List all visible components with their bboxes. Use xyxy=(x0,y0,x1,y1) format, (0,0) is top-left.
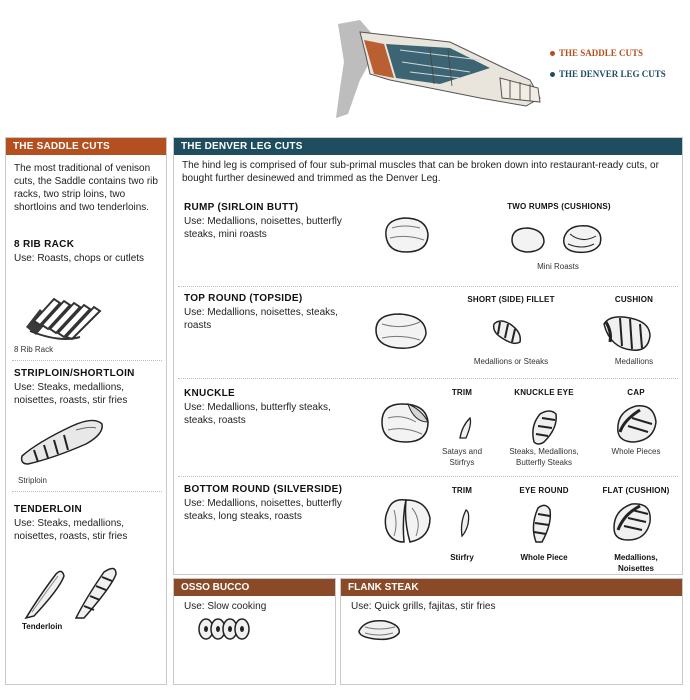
top-round-title: TOP ROUND (TOPSIDE) xyxy=(184,293,303,304)
denver-divider-2 xyxy=(178,378,678,379)
knuckle-trim-caption: Satays and Stirfrys xyxy=(441,447,483,467)
top-round-use: Use: Medallions, noisettes, steaks, roasts xyxy=(184,307,338,331)
two-rumps-icon xyxy=(508,222,608,258)
flank-steak-icon xyxy=(355,617,403,643)
leg-diagram xyxy=(330,18,550,124)
legend-denver xyxy=(550,69,666,79)
tenderloin-use: Use: Steaks, medallions, noisettes, roasts, stir fries xyxy=(14,518,128,542)
flat-icon xyxy=(610,500,654,542)
flat-title: FLAT (CUSHION) xyxy=(602,486,670,495)
knuckle-eye-title: KNUCKLE EYE xyxy=(514,388,574,397)
knuckle-trim-title: TRIM xyxy=(451,388,473,397)
eye-round-icon xyxy=(526,502,556,544)
two-rumps-title: TWO RUMPS (CUSHIONS) xyxy=(507,202,611,211)
cushion-caption: Medallions xyxy=(614,357,654,366)
legend-saddle xyxy=(550,48,643,58)
rump-title: RUMP (SIRLOIN BUTT) xyxy=(184,202,299,213)
denver-divider-3 xyxy=(178,476,678,477)
knuckle-eye-icon xyxy=(526,406,562,446)
knuckle-icon xyxy=(378,400,432,446)
knuckle-title: KNUCKLE xyxy=(184,388,235,399)
tenderloin-title: TENDERLOIN xyxy=(14,504,82,515)
bottom-trim-icon xyxy=(456,508,474,538)
tenderloin-caption: Tenderloin xyxy=(22,622,63,631)
flank-header: FLANK STEAK xyxy=(341,579,682,596)
knuckle-use: Use: Medallions, butterfly steaks, steaks, roasts xyxy=(184,402,331,426)
saddle-header: THE SADDLE CUTS xyxy=(6,138,166,155)
cap-title: CAP xyxy=(627,388,645,397)
denver-dot-icon xyxy=(550,72,555,77)
osso-bucco-icon xyxy=(196,615,252,643)
flank-use: Use: Quick grills, fajitas, stir fries xyxy=(351,601,496,612)
saddle-divider-1 xyxy=(12,360,162,361)
flat-caption: Medallions, Noisettes xyxy=(614,553,658,573)
legend-denver-label: THE DENVER LEG CUTS xyxy=(559,69,666,79)
legend-saddle-label: THE SADDLE CUTS xyxy=(559,48,644,58)
cap-caption: Whole Pieces xyxy=(611,447,661,456)
denver-panel xyxy=(173,137,683,575)
short-fillet-caption: Medallions or Steaks xyxy=(473,357,549,366)
saddle-panel xyxy=(5,137,167,685)
cushion-title: CUSHION xyxy=(614,295,654,304)
striploin-title: STRIPLOIN/SHORTLOIN xyxy=(14,368,135,379)
two-rumps-caption: Mini Roasts xyxy=(537,262,579,271)
bottom-trim-title: TRIM xyxy=(451,486,473,495)
denver-divider-1 xyxy=(178,286,678,287)
eye-round-caption: Whole Piece xyxy=(520,553,568,562)
tenderloin-icon xyxy=(20,562,130,622)
flank-panel xyxy=(340,578,683,685)
striploin-caption: Striploin xyxy=(18,476,47,485)
bottom-round-icon xyxy=(382,496,434,546)
osso-panel xyxy=(173,578,336,685)
short-fillet-title: SHORT (SIDE) FILLET xyxy=(467,295,555,304)
denver-header: THE DENVER LEG CUTS xyxy=(174,138,682,155)
knuckle-eye-caption: Steaks, Medallions, Butterfly Steaks xyxy=(509,447,579,467)
saddle-divider-2 xyxy=(12,491,162,492)
deer-hindquarter-icon xyxy=(330,18,550,124)
cushion-icon xyxy=(600,312,654,354)
rib-rack-use: Use: Roasts, chops or cutlets xyxy=(14,253,145,264)
osso-use: Use: Slow cooking xyxy=(184,601,267,612)
rib-rack-title: 8 RIB RACK xyxy=(14,239,75,250)
bottom-trim-caption: Stirfry xyxy=(450,553,474,562)
denver-intro: The hind leg is comprised of four sub-primal muscles that can be broken down into restaurant-ready cuts, or bought further desinewed and trimmed as the Denver Leg. xyxy=(182,160,659,184)
saddle-intro: The most traditional of venison cuts, the Saddle contains two rib racks, two strip loins, two shortloins and two tenderloins. xyxy=(14,163,158,213)
top-round-icon xyxy=(372,310,430,352)
rib-rack-caption: 8 Rib Rack xyxy=(14,345,54,354)
saddle-dot-icon xyxy=(550,51,555,56)
rib-rack-icon xyxy=(20,281,110,343)
rump-use: Use: Medallions, noisettes, butterfly steaks, mini roasts xyxy=(184,216,342,240)
striploin-use: Use: Steaks, medallions, noisettes, roasts, stir fries xyxy=(14,382,128,406)
cap-icon xyxy=(614,402,658,444)
rump-icon xyxy=(380,214,432,256)
striploin-icon xyxy=(18,412,108,468)
short-fillet-icon xyxy=(490,316,526,348)
eye-round-title: EYE ROUND xyxy=(519,486,569,495)
knuckle-trim-icon xyxy=(456,416,474,440)
bottom-round-use: Use: Medallions, noisettes, butterfly steaks, long steaks, roasts xyxy=(184,498,342,522)
bottom-round-title: BOTTOM ROUND (SILVERSIDE) xyxy=(184,484,343,495)
osso-header: OSSO BUCCO xyxy=(174,579,335,596)
